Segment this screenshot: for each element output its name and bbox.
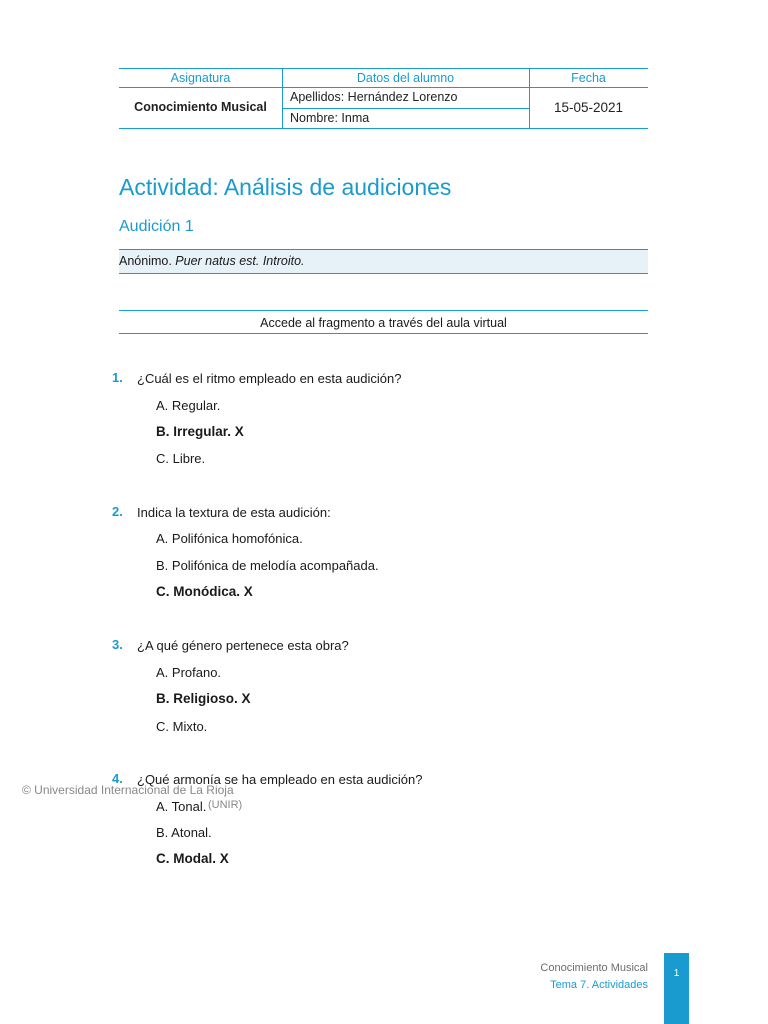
table-row-divider	[282, 108, 530, 109]
copyright-unir: (UNIR)	[208, 799, 243, 811]
table-bottom-rule	[119, 128, 648, 129]
answer-option: B. Atonal.	[156, 825, 212, 840]
answer-option: A. Tonal.	[156, 799, 207, 814]
question-text: ¿A qué género pertenece esta obra?	[137, 638, 349, 653]
page-title: Actividad: Análisis de audiciones	[119, 174, 452, 200]
footer-topic: Tema 7. Actividades	[550, 979, 648, 991]
question-number: 4.	[112, 771, 123, 786]
col-subject-label: Asignatura	[170, 71, 231, 85]
footer-course: Conocimiento Musical	[540, 962, 648, 974]
answer-option-selected: B. Irregular. X	[156, 424, 244, 439]
answer-option-selected: B. Religioso. X	[156, 691, 251, 706]
copyright-text: © Universidad Internacional de La Rioja	[22, 783, 234, 797]
question-number: 3.	[112, 637, 123, 652]
page-number-tab	[664, 953, 689, 1024]
question-text: ¿Qué armonía se ha empleado en esta audición?	[137, 772, 423, 787]
answer-option: A. Regular.	[156, 398, 221, 413]
question-text: ¿Cuál es el ritmo empleado en esta audición?	[137, 371, 402, 386]
answer-option: A. Polifónica homofónica.	[156, 531, 303, 546]
section-subtitle: Audición 1	[119, 218, 194, 235]
header-table	[119, 68, 648, 129]
page-number: 1	[673, 968, 680, 979]
work-author: Anónimo.	[119, 254, 176, 268]
work-piece: Puer natus est. Introito.	[175, 254, 305, 268]
question-number: 1.	[112, 370, 123, 385]
col-student-label: Datos del alumno	[356, 71, 455, 85]
col-date-label: Fecha	[571, 71, 606, 85]
name-value: Nombre: Inma	[290, 111, 370, 125]
access-note: Accede al fragmento a través del aula virtual	[119, 310, 648, 334]
table-header-rule	[119, 87, 648, 88]
subject-value: Conocimiento Musical	[134, 100, 267, 114]
question-text: Indica la textura de esta audición:	[137, 505, 331, 520]
answer-option: A. Profano.	[156, 665, 222, 680]
answer-option-selected: C. Monódica. X	[156, 584, 253, 599]
answer-option: C. Libre.	[156, 451, 206, 466]
answer-option: C. Mixto.	[156, 719, 208, 734]
work-band	[119, 249, 648, 274]
date-value: 15-05-2021	[553, 100, 624, 115]
answer-option-selected: C. Modal. X	[156, 851, 229, 866]
question-number: 2.	[112, 504, 123, 519]
answer-option: B. Polifónica de melodía acompañada.	[156, 558, 379, 573]
surnames-value: Apellidos: Hernández Lorenzo	[290, 90, 458, 104]
